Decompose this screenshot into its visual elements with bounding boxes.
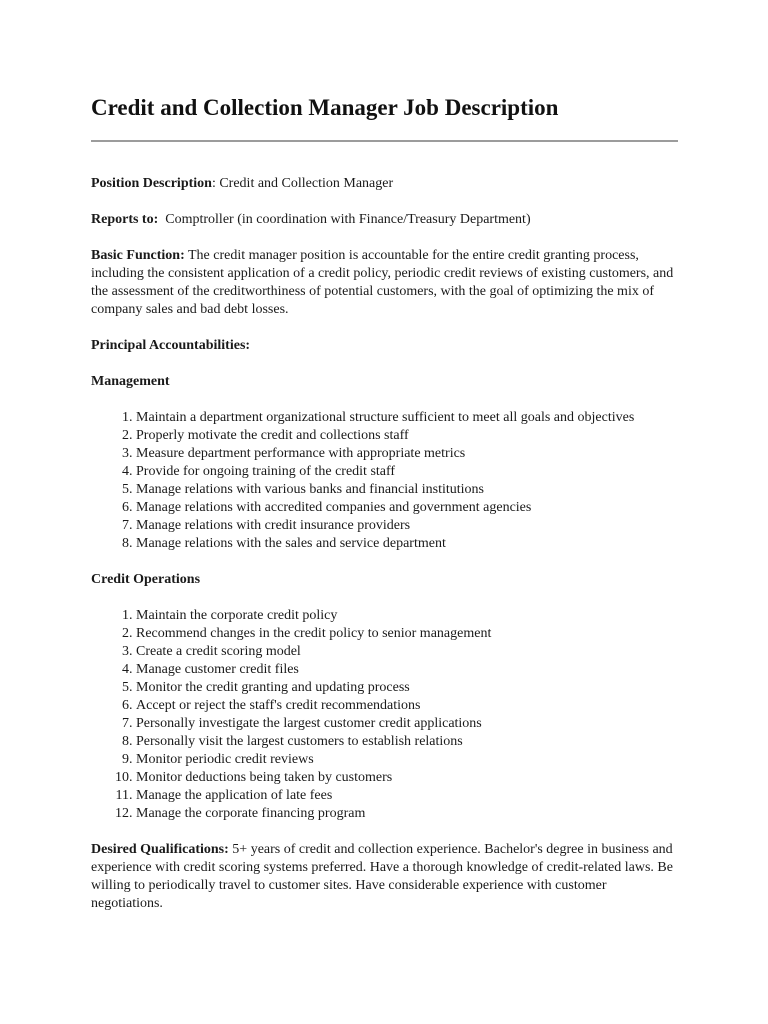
- list-item: 6. Manage relations with accredited companies and government agencies: [136, 499, 681, 517]
- list-item: 1. Maintain the corporate credit policy: [136, 607, 681, 625]
- document-body: [91, 175, 681, 931]
- reports-value: Comptroller (in coordination with Finance/Treasury Department): [158, 212, 531, 227]
- list-item: 7. Personally investigate the largest customer credit applications: [136, 715, 681, 733]
- position-description: [91, 175, 681, 193]
- list-item: 8. Manage relations with the sales and service department: [136, 535, 681, 553]
- credit-operations-heading: Credit Operations: [91, 572, 201, 587]
- reports-to: [91, 211, 681, 229]
- list-item: 2. Properly motivate the credit and collections staff: [136, 427, 681, 445]
- basic-function-label: Basic Function:: [91, 248, 185, 263]
- list-item: 9. Monitor periodic credit reviews: [136, 751, 681, 769]
- list-item: 2. Recommend changes in the credit policy to senior management: [136, 625, 681, 643]
- position-label: Position Description: [91, 176, 212, 191]
- list-item: 3. Create a credit scoring model: [136, 643, 681, 661]
- list-item: 1. Maintain a department organizational structure sufficient to meet all goals and objectives: [136, 409, 681, 427]
- basic-function-value: The credit manager position is accountable for the entire credit granting process, including the consistent application of a credit policy, periodic credit reviews of existing customers, and the assessment of the creditworthiness of potential customers, with the goal of optimizing the mix of company sales and bad debt losses.: [91, 248, 674, 317]
- list-item: 4. Provide for ongoing training of the credit staff: [136, 463, 681, 481]
- credit-operations-list: [91, 607, 681, 823]
- reports-label: Reports to:: [91, 212, 159, 227]
- desired-qualifications: [91, 841, 681, 913]
- position-value: : Credit and Collection Manager: [211, 176, 394, 191]
- management-list: [91, 409, 681, 553]
- principal-accountabilities-heading: Principal Accountabilities:: [91, 338, 251, 353]
- list-item: 10. Monitor deductions being taken by customers: [136, 769, 681, 787]
- list-item: 4. Manage customer credit files: [136, 661, 681, 679]
- list-item: 11. Manage the application of late fees: [136, 787, 681, 805]
- management-heading: Management: [91, 374, 170, 389]
- page-title: Credit and Collection Manager Job Description: [91, 95, 559, 120]
- basic-function: [91, 247, 681, 319]
- list-item: 3. Measure department performance with appropriate metrics: [136, 445, 681, 463]
- list-item: 8. Personally visit the largest customers to establish relations: [136, 733, 681, 751]
- list-item: 5. Monitor the credit granting and updating process: [136, 679, 681, 697]
- list-item: 7. Manage relations with credit insurance providers: [136, 517, 681, 535]
- qualifications-value: 5+ years of credit and collection experience. Bachelor's degree in business and experience with credit scoring systems preferred. Have a thorough knowledge of credit-related laws. Be willing to periodically travel to customer sites. Have considerable experience with customer negotiations.: [91, 842, 673, 911]
- qualifications-label: Desired Qualifications:: [91, 842, 229, 857]
- title-divider: [91, 140, 678, 142]
- list-item: 12. Manage the corporate financing program: [136, 805, 681, 823]
- list-item: 5. Manage relations with various banks and financial institutions: [136, 481, 681, 499]
- list-item: 6. Accept or reject the staff's credit recommendations: [136, 697, 681, 715]
